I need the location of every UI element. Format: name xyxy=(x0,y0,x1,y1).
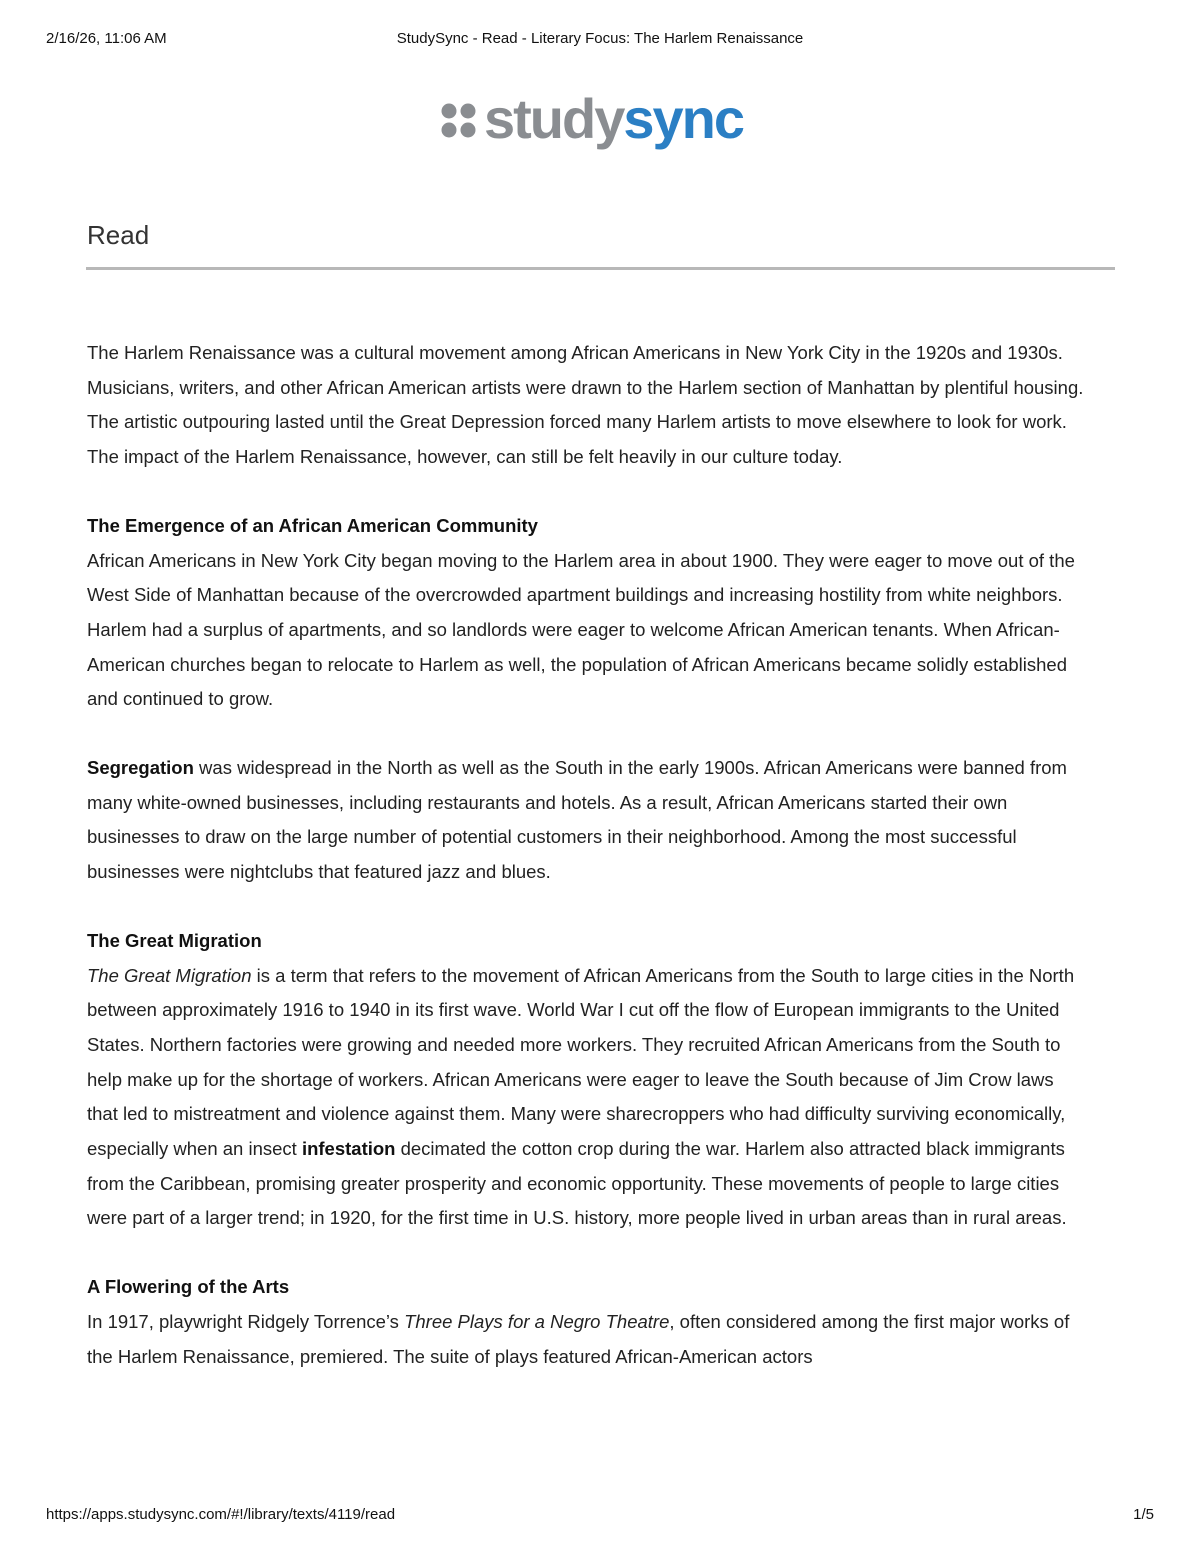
print-page-title: StudySync - Read - Literary Focus: The Harlem Renaissance xyxy=(396,30,804,47)
vocab-term-infestation[interactable]: infestation xyxy=(301,1138,396,1160)
print-footer xyxy=(46,1506,1154,1524)
migration-italic-term: The Great Migration xyxy=(87,964,252,986)
arts-text-a: In 1917, playwright Ridgely Torrence’s xyxy=(87,1310,405,1332)
intro-paragraph: The Harlem Renaissance was a cultural movement among African Americans in New York City in the 1920s and 1930s. Musicians, writers, and other African American artists were drawn to the Harlem section of Manhattan by plentiful housing. The artistic outpouring lasted until the Great Depression forced many Harlem artists to move elsewhere to look for work. The impact of the Harlem Renaissance, however, can still be felt heavily in our culture today. xyxy=(87,342,1084,468)
emergence-paragraph-2 xyxy=(87,751,1087,890)
heading-great-migration: The Great Migration xyxy=(87,929,262,951)
print-url: https://apps.studysync.com/#!/library/texts/4119/read xyxy=(46,1506,396,1523)
logo-study-text: study xyxy=(484,87,624,150)
migration-text-b: decimated the cotton crop during the war. Harlem also attracted black immigrants from the Caribbean, promising greater prosperity and economic opportunity. These movements of people to large cities were part of a larger trend; in 1920, for the first time in U.S. history, more people lived in urban areas than in rural areas. xyxy=(87,1138,1067,1229)
studysync-logo xyxy=(440,84,770,154)
section-title: Read xyxy=(87,220,150,250)
arts-text-b: , often considered among the first major works of the Harlem Renaissance, premiered. The suite of plays featured African-American actors xyxy=(87,1310,1070,1367)
arts-play-title: Three Plays for a Negro Theatre xyxy=(404,1310,670,1332)
migration-paragraph xyxy=(87,959,1087,1237)
print-page-number: 1/5 xyxy=(1133,1506,1154,1523)
article-body xyxy=(87,336,1087,1374)
arts-paragraph xyxy=(87,1305,1087,1374)
emergence-paragraph-2-text: was widespread in the North as well as the South in the early 1900s. African Americans were banned from many white-owned businesses, including restaurants and hotels. As a result, African Americans started their own businesses to draw on the large number of potential customers in their neighborhood. Among the most successful businesses were nightclubs that featured jazz and blues. xyxy=(87,757,1067,883)
print-header xyxy=(46,30,1154,48)
logo-sync-text: sync xyxy=(623,87,743,150)
heading-emergence: The Emergence of an African American Community xyxy=(87,514,538,536)
emergence-paragraph-1: African Americans in New York City began moving to the Harlem area in about 1900. They were eager to move out of the West Side of Manhattan because of the overcrowded apartment buildings and increasing hostility from white neighbors. Harlem had a surplus of apartments, and so landlords were eager to welcome African American tenants. When African-American churches began to relocate to Harlem as well, the population of African Americans became solidly established and continued to grow. xyxy=(87,549,1075,710)
section-divider xyxy=(86,267,1115,270)
logo-dots-icon xyxy=(440,102,480,142)
logo-wordmark xyxy=(484,87,743,150)
print-datetime: 2/16/26, 11:06 AM xyxy=(46,30,167,47)
migration-text-a: is a term that refers to the movement of African Americans from the South to large cities in the North between approximately 1916 to 1940 in its first wave. World War I cut off the flow of European immigrants to the United States. Northern factories were growing and needed more workers. They recruited African Americans from the South to help make up for the shortage of workers. African Americans were eager to leave the South because of Jim Crow laws that led to mistreatment and violence against them. Many were sharecroppers who had difficulty surviving economically, especially when an insect xyxy=(87,964,1075,1160)
vocab-term-segregation[interactable]: Segregation xyxy=(87,757,194,779)
heading-flowering-arts: A Flowering of the Arts xyxy=(87,1276,290,1298)
